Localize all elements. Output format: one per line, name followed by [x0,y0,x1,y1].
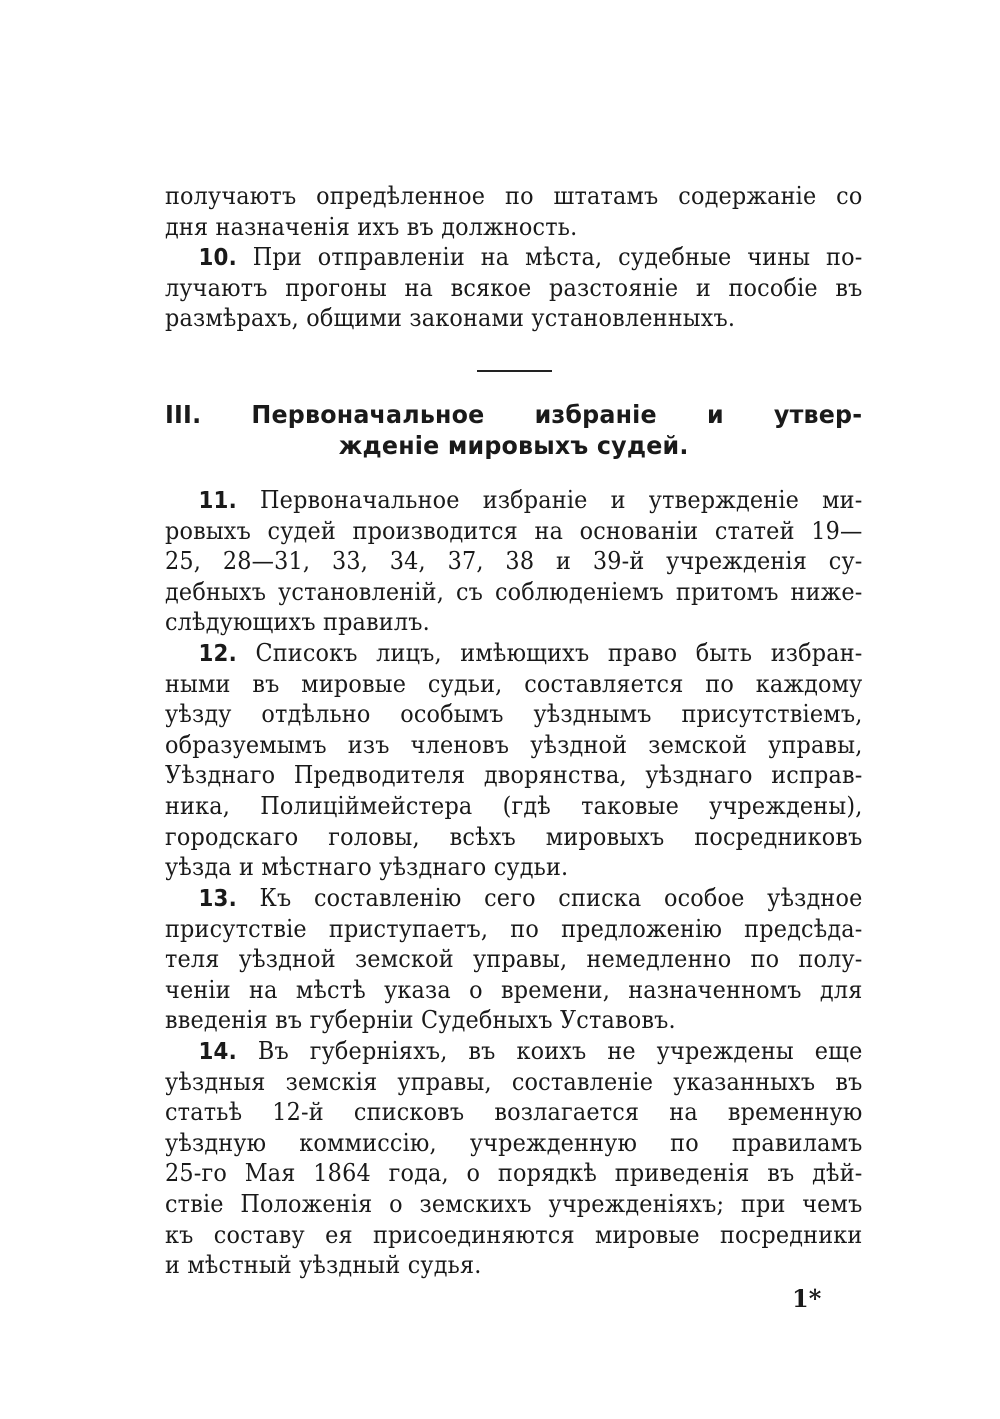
text-line: и мѣстный уѣздный судья. [165,1251,482,1280]
text-line: 12. Списокъ лицъ, имѣющихъ право быть избран- [198,639,863,667]
text-line: ника, Полиціймейстера (гдѣ таковые учреждены), [165,791,863,820]
section-heading [165,400,862,461]
text-line: введенія въ губерніи Судебныхъ Уставовъ. [165,1006,676,1035]
text-line: 25, 28—31, 33, 34, 37, 38 и 39-й учрежденія су- [165,547,863,576]
text-line: уѣздную коммиссію, учрежденную по правиламъ [165,1128,863,1157]
text-line: теля уѣздной земской управы, немедленно по полу- [165,945,863,974]
text-line: лучаютъ прогоны на всякое разстояніе и пособіе въ [165,273,863,302]
heading-line: III. Первоначальное избраніе и утвер- [165,400,863,429]
text-line: ными въ мировые судьи, составляется по каждому [165,669,863,698]
article-number: 13. [198,886,237,912]
text-line: 14. Въ губерніяхъ, въ коихъ не учреждены еще [198,1037,863,1065]
text-line: къ составу ея присоединяются мировые посредники [165,1220,863,1249]
paragraph-9-continuation [165,181,862,242]
article-number: 10. [198,245,237,271]
text-line: присутствіе приступаетъ, по предложенію предсѣда- [165,914,863,943]
text-line: размѣрахъ, общими законами установленныхъ. [165,304,736,333]
text-line: городскаго головы, всѣхъ мировыхъ посредниковъ [165,822,863,851]
text-line: ствіе Положенія о земскихъ учрежденіяхъ; при чемъ [165,1189,863,1218]
text-line: дебныхъ установленій, съ соблюденіемъ притомъ ниже- [165,577,863,606]
text-line: получаютъ опредѣленное по штатамъ содержаніе со [165,182,863,210]
text-line: ченіи на мѣстѣ указа о времени, назначенномъ для [165,975,863,1004]
article-number: 14. [198,1039,237,1065]
text-line: уѣздныя земскія управы, составленіе указанныхъ въ [165,1067,863,1096]
paragraph-14 [165,1036,862,1281]
text-line: уѣзда и мѣстнаго уѣзднаго судьи. [165,853,569,882]
paragraph-12 [165,638,862,883]
article-number: 12. [198,641,237,667]
paragraph-11 [165,485,862,638]
text-line: дня назначенія ихъ въ должность. [165,212,578,241]
text-line: уѣзду отдѣльно особымъ уѣзднымъ присутствіемъ, [165,700,863,729]
text-line: 13. Къ составленію сего списка особое уѣздное [198,884,863,912]
text-line: статьѣ 12-й списковъ возлагается на временную [165,1098,863,1127]
text-line: 10. При отправленіи на мѣста, судебные чины по- [198,243,863,271]
text-line: ровыхъ судей производится на основаніи статей 19— [165,516,863,545]
paragraph-13 [165,883,862,1036]
text-line: 11. Первоначальное избраніе и утвержденіе ми- [198,486,863,514]
text-line: 25-го Мая 1864 года, о порядкѣ приведенія въ дѣй- [165,1159,863,1188]
text-line: Уѣзднаго Предводителя дворянства, уѣзднаго исправ- [165,761,863,790]
page-number: 1* [792,1284,822,1313]
heading-line: жденіе мировыхъ судей. [338,430,689,460]
section-divider [477,370,552,372]
paragraph-10 [165,242,862,334]
text-line: слѣдующихъ правилъ. [165,608,430,637]
text-line: образуемымъ изъ членовъ уѣздной земской управы, [165,730,863,759]
article-number: 11. [198,488,237,514]
